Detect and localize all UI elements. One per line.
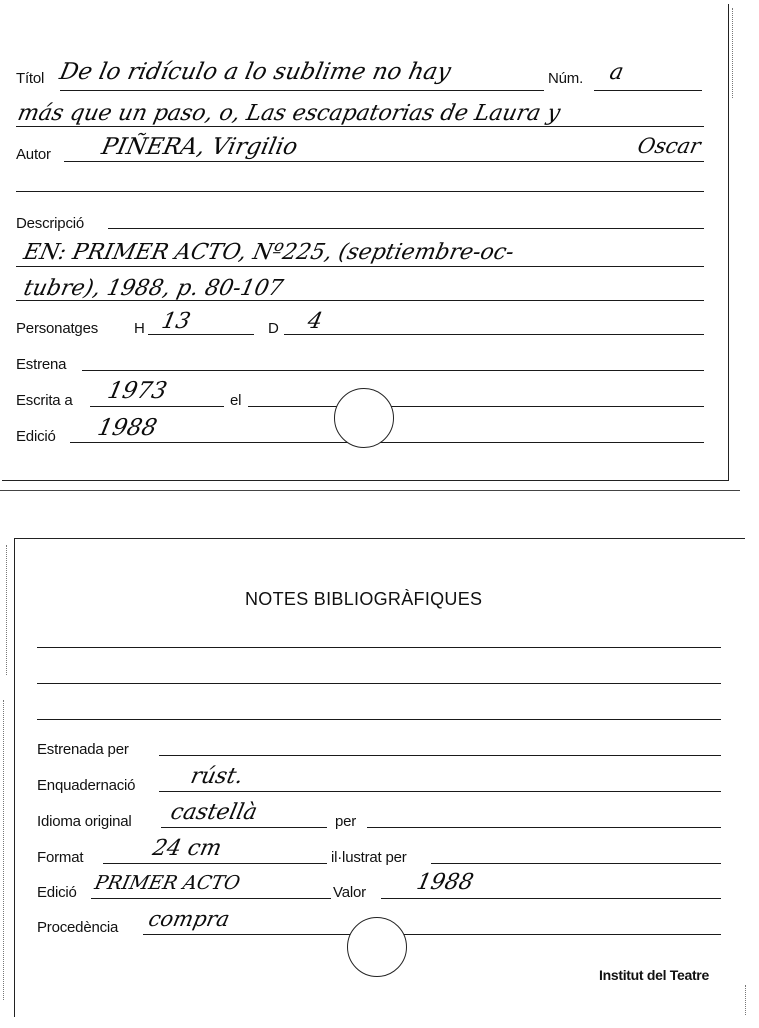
procedencia-label: Procedència (37, 919, 119, 936)
personatges-label: Personatges (16, 320, 99, 337)
titol-value-line1: De lo ridículo a lo sublime no hay (57, 59, 454, 85)
descripcio-line-3 (16, 300, 704, 301)
edicio-label: Edició (16, 428, 56, 445)
autor-value: PIÑERA, Virgilio (99, 134, 300, 160)
autor-label: Autor (16, 146, 51, 163)
descripcio-label: Descripció (16, 215, 85, 232)
autor-line (64, 161, 704, 162)
el-label: el (230, 392, 242, 409)
titol-label: Títol (16, 70, 45, 87)
idioma-original-label: Idioma original (37, 813, 132, 830)
titol-value-line2: más que un paso, o, Las escapatorias de Laura y (15, 101, 563, 126)
back-edicio-line (91, 898, 331, 899)
estrena-line (82, 370, 704, 371)
valor-label: Valor (333, 884, 366, 901)
format-line (103, 863, 327, 864)
punch-hole (347, 917, 407, 977)
valor-value: 1988 (414, 870, 476, 895)
titol-line (60, 90, 544, 91)
autor-continuation-line (16, 191, 704, 192)
back-edicio-value: PRIMER ACTO (92, 872, 243, 894)
notes-line-3 (37, 719, 721, 720)
enquadernacio-value: rúst. (188, 764, 246, 789)
el-line (248, 406, 704, 407)
personatges-d-line (284, 334, 704, 335)
num-value: a (607, 60, 626, 85)
escrita-a-line (90, 406, 224, 407)
num-label: Núm. (548, 70, 584, 87)
punch-hole (334, 388, 394, 448)
back-edicio-label: Edició (37, 884, 77, 901)
scan-noise (745, 985, 746, 1015)
personatges-d-label: D (268, 320, 279, 337)
enquadernacio-label: Enquadernació (37, 777, 136, 794)
front-card (2, 4, 729, 481)
descripcio-value-line2: tubre), 1988, p. 80-107 (21, 276, 286, 301)
enquadernacio-line (159, 791, 721, 792)
idioma-original-value: castellà (168, 800, 260, 825)
notes-line-2 (37, 683, 721, 684)
descripcio-line (108, 228, 704, 229)
back-card (14, 538, 745, 1017)
personatges-d-value: 4 (305, 309, 325, 334)
procedencia-value: compra (146, 907, 232, 931)
personatges-h-label: H (134, 320, 145, 337)
edicio-value: 1988 (95, 415, 160, 441)
autor-extra-value: Oscar (635, 134, 703, 158)
idioma-original-line (161, 827, 327, 828)
format-value: 24 cm (150, 836, 224, 861)
notes-line-1 (37, 647, 721, 648)
personatges-h-line (148, 334, 254, 335)
procedencia-line (143, 934, 721, 935)
estrenada-per-line (159, 755, 721, 756)
edicio-line (70, 442, 704, 443)
notes-title: NOTES BIBLIOGRÀFIQUES (245, 589, 483, 609)
escrita-a-value: 1973 (105, 378, 170, 404)
scan-noise (6, 545, 7, 675)
illustrat-per-line (431, 863, 721, 864)
descripcio-value-line1: EN: PRIMER ACTO, Nº225, (septiembre-oc- (21, 240, 517, 265)
estrena-label: Estrena (16, 356, 67, 373)
illustrat-per-label: il·lustrat per (331, 849, 407, 866)
front-card-edge (0, 490, 740, 491)
titol-continuation-line (16, 126, 704, 127)
escrita-a-label: Escrita a (16, 392, 73, 409)
format-label: Format (37, 849, 84, 866)
institution-name: Institut del Teatre (599, 967, 709, 983)
valor-line (381, 898, 721, 899)
idioma-per-label: per (335, 813, 357, 830)
idioma-per-line (367, 827, 721, 828)
scan-noise (732, 8, 733, 98)
personatges-h-value: 13 (159, 309, 193, 334)
scan-noise (3, 700, 4, 1000)
num-line (594, 90, 702, 91)
descripcio-line-2 (16, 266, 704, 267)
estrenada-per-label: Estrenada per (37, 741, 129, 758)
